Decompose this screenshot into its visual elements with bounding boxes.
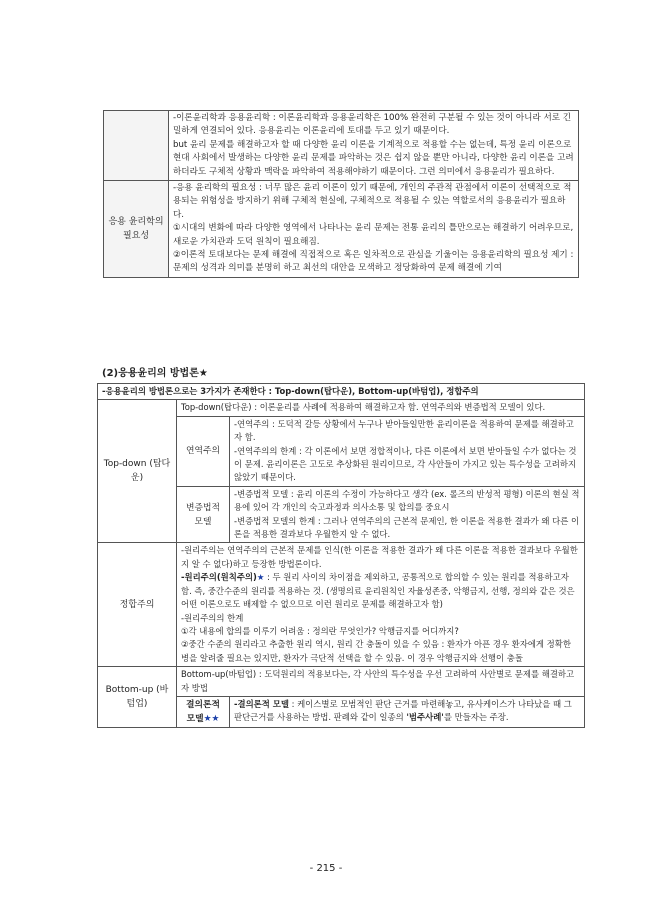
dialectic-label: 변증법적 모델	[177, 486, 230, 543]
paragraph	[234, 698, 580, 725]
paragraph: -이론윤리학과 응용윤리학 : 이론윤리학과 응용윤리학은 100% 완전히 구분될 수 있는 것이 아니라 서로 긴밀하게 연결되어 있다. 응용윤리는 이론윤리에 토대를 두고 있기 때문이다.	[173, 113, 572, 137]
star-icon: ★	[256, 572, 265, 583]
topdown-intro: Top-down(탑다운) : 이론윤리를 사례에 적용하여 해결하고자 함. 연역주의와 변증법적 모델이 있다.	[177, 400, 585, 416]
section-heading: (2)응용윤리의 방법론★	[102, 368, 208, 379]
table-row	[104, 181, 579, 278]
coherence-label: 정합주의	[98, 543, 177, 667]
deduction-label: 연역주의	[177, 416, 230, 486]
row-label-necessity: 응용 윤리학의 필요성	[104, 181, 169, 278]
casuistry-text-end: 를 만들자는 주장.	[443, 712, 509, 723]
category-case-term: '범주사례'	[406, 712, 444, 723]
casuistry-label-text: 결의론적 모델	[186, 699, 220, 724]
table-row	[98, 543, 585, 667]
casuistry-term: -결의론적 모델	[234, 698, 289, 709]
table-row	[104, 111, 579, 181]
paragraph: -연역주의 : 도덕적 갈등 상황에서 누구나 받아들일만한 윤리이론을 적용하여 문제를 해결하고자 함.	[234, 418, 574, 443]
paragraph	[181, 571, 580, 611]
casuistry-cell	[230, 696, 585, 727]
bottomup-intro: Bottom-up(바텀업) : 도덕원리의 적용보다는, 각 사안의 특수성을 우선 고려하여 사안별로 문제를 해결하고자 방법	[177, 667, 585, 697]
casuistry-label	[177, 696, 230, 727]
paragraph: but 윤리 문제를 해결하고자 할 때 다양한 윤리 이론을 기계적으로 적용할 수는 없는데, 특정 윤리 이론으로 현대 사회에서 발생하는 다양한 윤리 문제를 파악하는 것은 쉽지 않을 뿐만 아니라, 다양한 윤리 이론을 고려하더라도 구체적 상황과 맥락을 파악하여 적용해야하기 때문이다. 그런 의미에서 응용윤리가 필요하다.	[173, 139, 574, 177]
methodology-table	[97, 383, 585, 728]
deduction-cell	[230, 416, 585, 486]
coherence-cell	[177, 543, 585, 667]
applied-ethics-table	[103, 110, 579, 278]
necessity-cell	[169, 181, 579, 278]
principlism-text: : 두 원리 사이의 차이점을 제외하고, 공통적으로 합의할 수 있는 원리를 적용하고자 함. 즉, 중간수준의 원리를 적용하는 것. (생명의료 윤리원칙인 자율성존중, 악행금지, 선행, 정의와 같은 것은 어떤 이론으로도 배제할 수 없으므로 이런 원리로 문제를 해결하고자 함)	[181, 572, 575, 610]
paragraph: -변증법적 모델의 한계 : 그러나 연역주의의 근본적 문제인, 한 이론을 적용한 결과가 왜 다른 이론을 적용한 결과보다 우월한지 알 수 없다.	[234, 515, 580, 540]
paragraph: ①시대의 변화에 따라 다양한 영역에서 나타나는 윤리 문제는 전통 윤리의 틀만으로는 해결하기 어려우므로, 새로운 가치관과 도덕 원칙이 필요해짐.	[173, 223, 574, 247]
principlism-term: -원리주의(원칙주의)	[181, 572, 257, 583]
table-row	[98, 400, 585, 416]
table-row	[98, 384, 585, 400]
paragraph: -원리주의는 연역주의의 근본적 문제를 인식(한 이론을 적용한 결과가 왜 다른 이론을 적용한 결과보다 우월한지 알 수 없다)하고 등장한 방법론이다.	[181, 545, 578, 569]
paragraph: ②중간 수준의 원리라고 추출한 원리 역시, 원리 간 충돌이 있을 수 있음 : 환자가 아픈 경우 환자에게 정확한 병을 알려줄 필요는 있지만, 환자가 극단적 선택을 할 수 있음. 이 경우 악행금지와 선행이 충돌	[181, 639, 571, 663]
paragraph: ①각 내용에 합의를 이루기 어려움 : 정의란 무엇인가? 악행금지를 어디까지?	[181, 625, 459, 636]
topdown-label: Top-down (탑다운)	[98, 400, 177, 543]
table-row	[98, 667, 585, 697]
paragraph: -연역주의의 한계 : 각 이론에서 보면 정합적이나, 다른 이론에서 보면 받아들일 수가 없다는 것이 문제. 윤리이론은 고도로 추상화된 원리이므로, 각 사안들이 가지고 있는 특수성을 고려하지 않았기 때문이다.	[234, 445, 577, 483]
paragraph: -원리주의의 한계	[181, 612, 244, 623]
row-label-empty	[104, 111, 169, 181]
paragraph: ②이론적 토대보다는 문제 해결에 직접적으로 혹은 일차적으로 관심을 기울이는 응용윤리학의 필요성 제기 : 문제의 성격과 의미를 분명히 하고 최선의 대안을 모색하고 정당화하여 문제 해결에 기여	[173, 250, 574, 274]
bottomup-label: Bottom-up (바텀업)	[98, 667, 177, 728]
page-number: - 215 -	[309, 863, 343, 874]
paragraph: -변증법적 모델 : 윤리 이론의 수정이 가능하다고 생각 (ex. 롤즈의 반성적 평형) 이론의 현실 적용에 있어 각 개인의 숙고과정과 의사소통 및 합의를 중요시	[234, 488, 580, 513]
methodology-header: -응용윤리의 방법론으로는 3가지가 존재한다 : Top-down(탑다운), Bottom-up(바텀업), 정합주의	[98, 384, 585, 400]
theory-vs-applied-cell	[169, 111, 579, 181]
casuistry-text: : 케이스별로 모범적인 판단 근거를 마련해놓고, 유사케이스가 나타났을 때 그 판단근거를 사용하는 방법. 판례와 같이 일종의	[234, 698, 572, 723]
star-icon: ★★	[203, 713, 220, 724]
paragraph: -응용 윤리학의 필요성 : 너무 많은 윤리 이론이 있기 때문에, 개인의 주관적 관점에서 이론이 선택적으로 적용되는 위험성을 방지하기 위해 구체적 현실에, 구체적으로 적용될 수 있는 역할로서의 응용윤리가 필요하다.	[173, 183, 572, 220]
dialectic-cell	[230, 486, 585, 543]
